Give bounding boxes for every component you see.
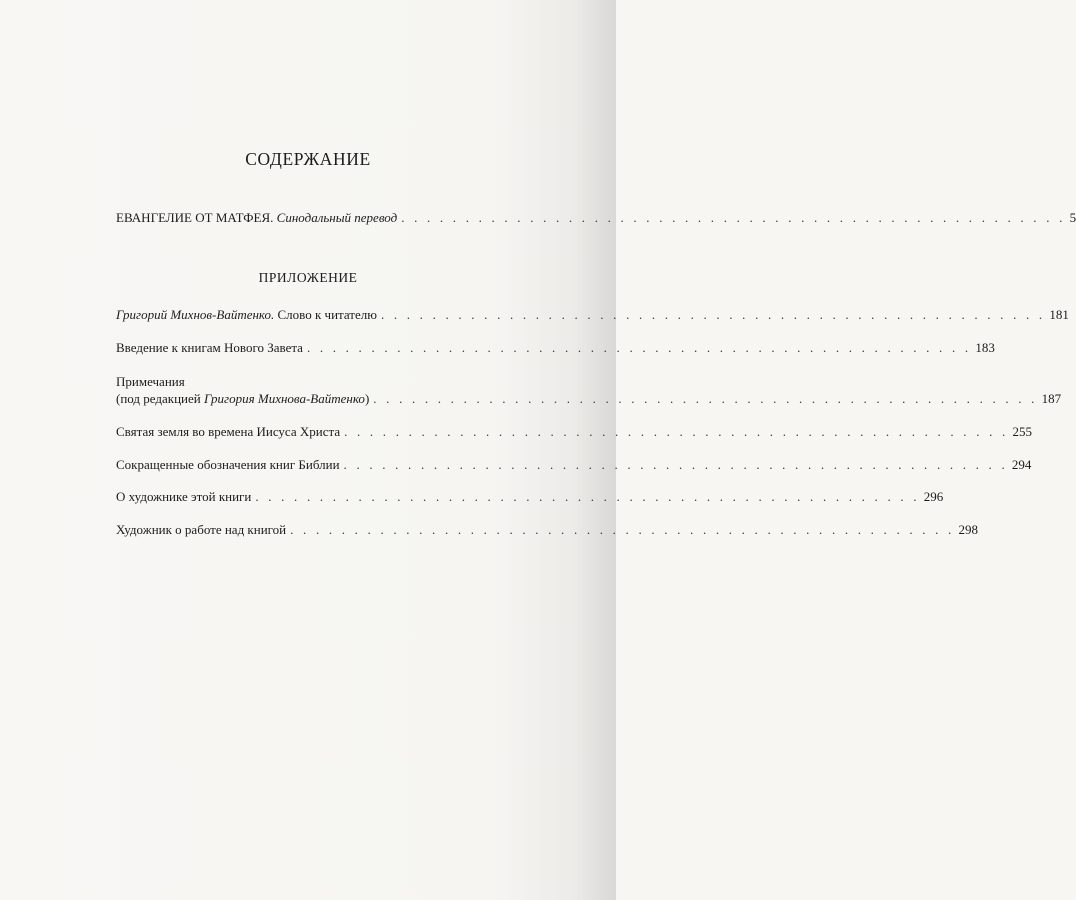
toc-entry: [116, 522, 978, 538]
entry-label-prefix: (под редакцией: [116, 391, 204, 406]
entry-label-italic: Синодальный перевод: [276, 210, 398, 225]
toc-entry: [116, 489, 944, 505]
entry-label: ЕВАНГЕЛИЕ ОТ МАТФЕЯ.: [116, 210, 274, 225]
toc-entry: [116, 391, 1062, 407]
section-title: ПРИЛОЖЕНИЕ: [258, 270, 358, 285]
leader-dots: . . . . . . . . . . . . . . . . . . . . . . . . . . . . . . . . . . . . . . . . . . . . . . . . . . . .: [255, 489, 920, 504]
page-number: 5: [1069, 210, 1076, 225]
leader-dots: . . . . . . . . . . . . . . . . . . . . . . . . . . . . . . . . . . . . . . . . . . . . . . . . . . . .: [306, 340, 972, 355]
leader-dots: . . . . . . . . . . . . . . . . . . . . . . . . . . . . . . . . . . . . . . . . . . . . . . . . . . . .: [401, 210, 1066, 225]
page-number: 183: [975, 340, 995, 355]
page-number: 255: [1012, 424, 1032, 439]
entry-label: Сокращенные обозначения книг Библии: [116, 457, 340, 472]
toc-entry: [116, 424, 1032, 440]
entry-label: Слово к читателю: [274, 307, 377, 322]
leader-dots: . . . . . . . . . . . . . . . . . . . . . . . . . . . . . . . . . . . . . . . . . . . . . . . . . . . .: [343, 457, 1008, 472]
page-number: 298: [958, 522, 978, 537]
leader-dots: . . . . . . . . . . . . . . . . . . . . . . . . . . . . . . . . . . . . . . . . . . . . . . . . . . . .: [344, 424, 1009, 439]
entry-editor: Григория Михнова-Вайтенко: [203, 391, 365, 406]
leader-dots: . . . . . . . . . . . . . . . . . . . . . . . . . . . . . . . . . . . . . . . . . . . . . . . . . . . .: [380, 307, 1046, 322]
toc-entry-matthew: [116, 210, 1076, 226]
toc-entry: [116, 340, 995, 356]
page-number: 294: [1011, 457, 1032, 472]
page-number: 187: [1041, 391, 1062, 406]
entry-first-line: Примечания: [116, 374, 185, 389]
entry-author: Григорий Михнов-Вайтенко.: [116, 307, 275, 322]
entry-label: О художнике этой книги: [116, 489, 252, 504]
entry-label: Художник о работе над книгой: [116, 522, 287, 537]
entry-label: Введение к книгам Нового Завета: [116, 340, 303, 355]
entry-label-suffix: ): [364, 391, 370, 406]
page-number: 181: [1049, 307, 1069, 322]
leader-dots: . . . . . . . . . . . . . . . . . . . . . . . . . . . . . . . . . . . . . . . . . . . . . . . . . . . .: [290, 522, 955, 537]
entry-label: Святая земля во времена Иисуса Христа: [116, 424, 341, 439]
page-title: СОДЕРЖАНИЕ: [245, 149, 371, 169]
leader-dots: . . . . . . . . . . . . . . . . . . . . . . . . . . . . . . . . . . . . . . . . . . . . . . . . . . . .: [373, 391, 1038, 406]
page-number: 296: [923, 489, 944, 504]
toc-entry: [116, 307, 1069, 323]
toc-entry: [116, 457, 1032, 473]
